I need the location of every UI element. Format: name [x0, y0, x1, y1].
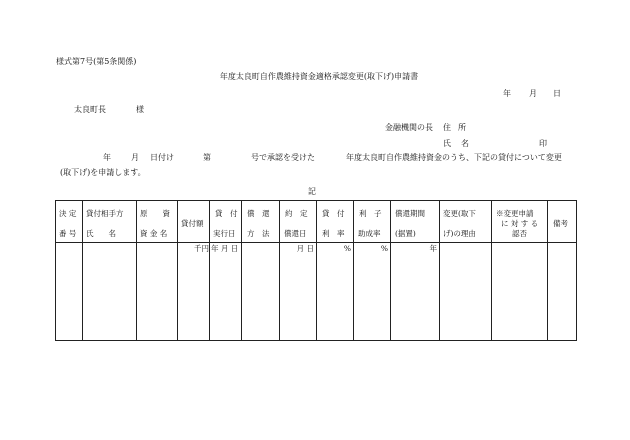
- header-rdate-top: 約 定: [285, 209, 308, 218]
- header-fund-top: 原 資: [140, 209, 170, 218]
- header-subsidy-top: 利 子: [359, 209, 382, 218]
- body-day-ref: 日付け: [150, 153, 174, 162]
- unit-thousand-yen: 千円: [194, 244, 209, 253]
- date-day: 日: [553, 89, 561, 98]
- body-rest: 年度太良町自作農維持資金のうち、下記の貸付について変更: [346, 153, 562, 162]
- header-subsidy-bottom: 助成率: [358, 229, 381, 238]
- cell-remarks: [548, 243, 577, 341]
- header-decision-bottom: 番 号: [59, 229, 77, 238]
- header-repayment-method: [242, 201, 280, 243]
- body-dai: 第: [203, 153, 211, 162]
- header-method-bottom: 方 法: [247, 229, 270, 238]
- date-year: 年: [503, 89, 511, 98]
- body-year: 年: [103, 153, 111, 162]
- header-approval: [492, 201, 548, 243]
- cell-repayment-method: [242, 243, 280, 341]
- header-rate-top: 貸 付: [322, 209, 345, 218]
- header-repayment-period: [391, 201, 440, 243]
- name-label-1: 氏: [443, 139, 451, 148]
- seal-mark: 印: [539, 139, 547, 148]
- header-rate-bottom: 利 率: [322, 229, 345, 238]
- ki-heading: 記: [308, 187, 316, 196]
- header-approval-bottom: 認否: [512, 229, 527, 238]
- cell-approval: [492, 243, 548, 341]
- header-subsidy-rate: [354, 201, 391, 243]
- header-execution-date: [210, 201, 242, 243]
- unit-md: 月 日: [296, 244, 314, 253]
- unit-ymd: 年 月 日: [211, 244, 239, 253]
- cell-fund-source: [137, 243, 178, 341]
- header-exec-top: 貸 付: [215, 209, 238, 218]
- cell-execution-date: [210, 243, 242, 341]
- cell-loan-amount: [178, 243, 210, 341]
- form-number: 様式第7号(第5条関係): [56, 57, 137, 66]
- cell-change-reason: [440, 243, 492, 341]
- header-borrower-bottom: 氏 名: [86, 229, 116, 238]
- address-label-1: 住: [443, 123, 451, 132]
- addressee-mayor: 太良町長: [74, 105, 106, 114]
- header-decision-number: [56, 201, 83, 243]
- header-method-top: 償 還: [247, 209, 270, 218]
- header-rdate-bottom: 償還日: [284, 229, 307, 238]
- header-repayment-date: [280, 201, 317, 243]
- addressee-honorific: 様: [136, 105, 144, 114]
- header-interest-rate: [317, 201, 354, 243]
- header-period-top: 償還期間: [395, 209, 425, 218]
- header-remarks-label: 備考: [553, 219, 568, 228]
- cell-subsidy-rate: [354, 243, 391, 341]
- name-label-2: 名: [461, 139, 469, 148]
- header-change-reason: [440, 201, 492, 243]
- institution-label: 金融機関の長: [385, 123, 433, 132]
- header-period-bottom: (据置): [395, 229, 416, 238]
- header-remarks: [548, 201, 577, 243]
- header-fund-source: [137, 201, 178, 243]
- cell-borrower-name: [83, 243, 137, 341]
- header-exec-bottom: 実行日: [213, 229, 236, 238]
- body-approval: 号で承認を受けた: [251, 153, 315, 162]
- document-title: 年度太良町自作農維持資金適格承認変更(取下げ)申請書: [219, 72, 419, 81]
- header-loan-amount-label: 貸付額: [181, 219, 204, 228]
- cell-repayment-period: [391, 243, 440, 341]
- cell-interest-rate: [317, 243, 354, 341]
- header-decision-top: 決 定: [59, 209, 77, 218]
- header-fund-bottom: 資 金 名: [140, 229, 168, 238]
- unit-year: 年: [429, 244, 437, 253]
- address-label-2: 所: [458, 123, 466, 132]
- unit-percent-rate: %: [343, 244, 351, 253]
- body-month: 月: [131, 153, 139, 162]
- header-borrower-name: [83, 201, 137, 243]
- header-approval-top1: ※変更申請: [496, 209, 534, 218]
- header-approval-top2: に 対 す る: [501, 219, 539, 228]
- cell-decision-number: [56, 243, 83, 341]
- cell-repayment-date: [280, 243, 317, 341]
- unit-percent-subsidy: %: [380, 244, 388, 253]
- body-line-2: (取下げ)を申請します。: [60, 168, 146, 177]
- header-reason-top: 変更(取下: [443, 209, 476, 218]
- header-loan-amount: [178, 201, 210, 243]
- header-reason-bottom: げ)の理由: [443, 229, 476, 238]
- date-month: 月: [529, 89, 537, 98]
- loan-table: [55, 200, 577, 341]
- header-borrower-top: 貸付相手方: [86, 209, 124, 218]
